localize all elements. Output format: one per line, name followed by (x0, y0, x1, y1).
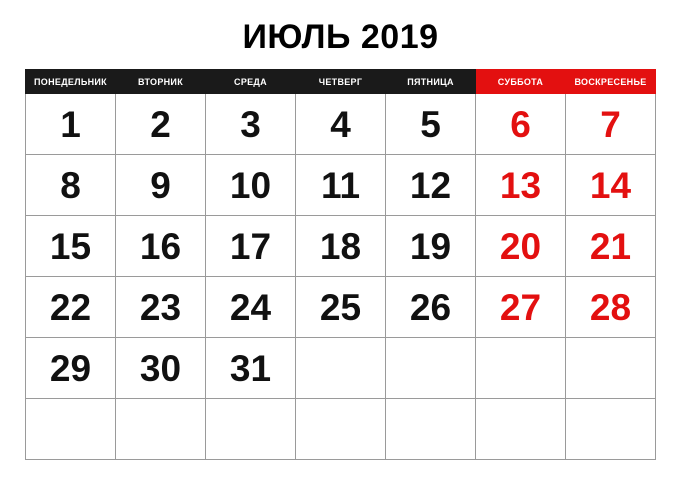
calendar-empty-cell (476, 338, 566, 399)
calendar-day-cell[interactable]: 19 (386, 216, 476, 277)
calendar-empty-cell (296, 399, 386, 460)
calendar-day-cell[interactable]: 11 (296, 155, 386, 216)
calendar-day-cell[interactable]: 9 (116, 155, 206, 216)
calendar-week-row (26, 338, 656, 399)
calendar-day-cell[interactable]: 21 (566, 216, 656, 277)
calendar-empty-cell (26, 399, 116, 460)
calendar-week-row (26, 399, 656, 460)
calendar-empty-cell (386, 399, 476, 460)
weekday-header-row (26, 70, 656, 94)
calendar-day-cell[interactable]: 24 (206, 277, 296, 338)
calendar-day-cell[interactable]: 30 (116, 338, 206, 399)
calendar-day-cell[interactable]: 16 (116, 216, 206, 277)
calendar-day-cell[interactable]: 6 (476, 94, 566, 155)
calendar-empty-cell (386, 338, 476, 399)
weekday-header-7: ВОСКРЕСЕНЬЕ (566, 70, 656, 94)
calendar-day-cell[interactable]: 31 (206, 338, 296, 399)
calendar-table (25, 69, 656, 460)
calendar-empty-cell (206, 399, 296, 460)
page-title: ИЮЛЬ 2019 (242, 18, 439, 56)
calendar-week-row (26, 155, 656, 216)
calendar-day-cell[interactable]: 4 (296, 94, 386, 155)
calendar-day-cell[interactable]: 15 (26, 216, 116, 277)
calendar-empty-cell (476, 399, 566, 460)
calendar-day-cell[interactable]: 20 (476, 216, 566, 277)
weekday-header-3: СРЕДА (206, 70, 296, 94)
calendar-day-cell[interactable]: 1 (26, 94, 116, 155)
calendar-day-cell[interactable]: 8 (26, 155, 116, 216)
calendar-day-cell[interactable]: 17 (206, 216, 296, 277)
calendar-day-cell[interactable]: 22 (26, 277, 116, 338)
weekday-header-4: ЧЕТВЕРГ (296, 70, 386, 94)
calendar-day-cell[interactable]: 26 (386, 277, 476, 338)
calendar-day-cell[interactable]: 27 (476, 277, 566, 338)
calendar-day-cell[interactable]: 2 (116, 94, 206, 155)
calendar-week-row (26, 94, 656, 155)
weekday-header-2: ВТОРНИК (116, 70, 206, 94)
weekday-header-6: СУББОТА (476, 70, 566, 94)
calendar-week-row (26, 216, 656, 277)
calendar-body (26, 94, 656, 460)
calendar-empty-cell (116, 399, 206, 460)
calendar-day-cell[interactable]: 25 (296, 277, 386, 338)
calendar-day-cell[interactable]: 12 (386, 155, 476, 216)
calendar-day-cell[interactable]: 13 (476, 155, 566, 216)
calendar-empty-cell (296, 338, 386, 399)
weekday-header-1: ПОНЕДЕЛЬНИК (26, 70, 116, 94)
calendar-day-cell[interactable]: 14 (566, 155, 656, 216)
calendar-week-row (26, 277, 656, 338)
calendar-day-cell[interactable]: 18 (296, 216, 386, 277)
calendar-day-cell[interactable]: 7 (566, 94, 656, 155)
calendar-day-cell[interactable]: 10 (206, 155, 296, 216)
calendar-empty-cell (566, 399, 656, 460)
calendar-day-cell[interactable]: 28 (566, 277, 656, 338)
weekday-header-5: ПЯТНИЦА (386, 70, 476, 94)
calendar-day-cell[interactable]: 23 (116, 277, 206, 338)
calendar-empty-cell (566, 338, 656, 399)
calendar-day-cell[interactable]: 5 (386, 94, 476, 155)
calendar-day-cell[interactable]: 3 (206, 94, 296, 155)
calendar-day-cell[interactable]: 29 (26, 338, 116, 399)
calendar-header (26, 70, 656, 94)
